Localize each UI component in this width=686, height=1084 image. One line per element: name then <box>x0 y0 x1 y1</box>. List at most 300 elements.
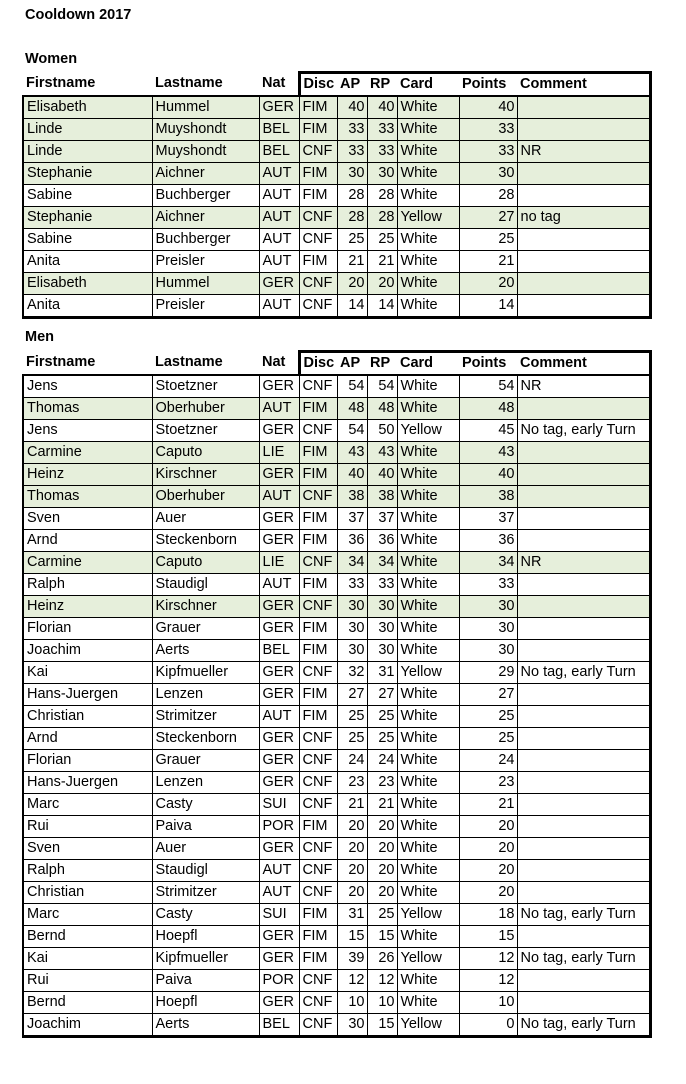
cell-nat: AUT <box>259 251 299 273</box>
cell-ap: 23 <box>337 772 367 794</box>
cell-points: 36 <box>459 530 517 552</box>
cell-disc: CNF <box>299 882 337 904</box>
cell-disc: CNF <box>299 1014 337 1037</box>
cell-ap: 54 <box>337 420 367 442</box>
cell-points: 20 <box>459 273 517 295</box>
cell-ap: 10 <box>337 992 367 1014</box>
cell-rp: 30 <box>367 163 397 185</box>
table-row <box>23 207 650 229</box>
cell-firstname: Linde <box>23 141 152 163</box>
cell-ap: 38 <box>337 486 367 508</box>
cell-points: 12 <box>459 948 517 970</box>
cell-card: Yellow <box>397 207 459 229</box>
cell-lastname: Steckenborn <box>152 530 259 552</box>
cell-comment <box>517 442 650 464</box>
cell-nat: GER <box>259 838 299 860</box>
cell-card: White <box>397 970 459 992</box>
cell-nat: SUI <box>259 794 299 816</box>
cell-firstname: Bernd <box>23 992 152 1014</box>
cell-nat: BEL <box>259 119 299 141</box>
cell-points: 30 <box>459 640 517 662</box>
cell-comment <box>517 926 650 948</box>
cell-points: 0 <box>459 1014 517 1037</box>
cell-rp: 30 <box>367 618 397 640</box>
cell-nat: GER <box>259 948 299 970</box>
cell-nat: GER <box>259 273 299 295</box>
cell-comment <box>517 860 650 882</box>
cell-ap: 20 <box>337 860 367 882</box>
cell-rp: 25 <box>367 904 397 926</box>
cell-disc: CNF <box>299 486 337 508</box>
cell-rp: 40 <box>367 464 397 486</box>
cell-rp: 20 <box>367 860 397 882</box>
cell-points: 21 <box>459 794 517 816</box>
cell-lastname: Kirschner <box>152 596 259 618</box>
cell-nat: GER <box>259 728 299 750</box>
cell-firstname: Stephanie <box>23 163 152 185</box>
table-row <box>23 838 650 860</box>
table-row <box>23 398 650 420</box>
table-row <box>23 904 650 926</box>
cell-rp: 24 <box>367 750 397 772</box>
table-row <box>23 992 650 1014</box>
table-row <box>23 772 650 794</box>
cell-firstname: Sabine <box>23 185 152 207</box>
cell-firstname: Marc <box>23 904 152 926</box>
cell-points: 40 <box>459 96 517 119</box>
cell-disc: FIM <box>299 442 337 464</box>
cell-nat: AUT <box>259 295 299 318</box>
cell-firstname: Rui <box>23 970 152 992</box>
cell-rp: 54 <box>367 375 397 398</box>
cell-lastname: Buchberger <box>152 185 259 207</box>
cell-points: 15 <box>459 926 517 948</box>
column-header-points: Points <box>459 73 517 97</box>
cell-ap: 43 <box>337 442 367 464</box>
cell-firstname: Hans-Juergen <box>23 772 152 794</box>
cell-disc: FIM <box>299 163 337 185</box>
cell-comment <box>517 728 650 750</box>
table-row <box>23 508 650 530</box>
cell-firstname: Joachim <box>23 640 152 662</box>
cell-rp: 20 <box>367 882 397 904</box>
cell-card: White <box>397 706 459 728</box>
cell-points: 33 <box>459 119 517 141</box>
cell-rp: 20 <box>367 273 397 295</box>
cell-ap: 30 <box>337 640 367 662</box>
column-header-firstname: Firstname <box>26 75 96 92</box>
cell-lastname: Grauer <box>152 618 259 640</box>
cell-ap: 28 <box>337 185 367 207</box>
cell-lastname: Muyshondt <box>152 141 259 163</box>
cell-rp: 20 <box>367 838 397 860</box>
table-row <box>23 1014 650 1037</box>
cell-card: Yellow <box>397 1014 459 1037</box>
cell-ap: 40 <box>337 96 367 119</box>
cell-ap: 27 <box>337 684 367 706</box>
cell-nat: GER <box>259 662 299 684</box>
cell-lastname: Hummel <box>152 273 259 295</box>
cell-points: 30 <box>459 618 517 640</box>
table-row <box>23 728 650 750</box>
cell-lastname: Hoepfl <box>152 926 259 948</box>
cell-comment <box>517 772 650 794</box>
cell-points: 30 <box>459 596 517 618</box>
cell-firstname: Rui <box>23 816 152 838</box>
cell-card: White <box>397 596 459 618</box>
cell-firstname: Jens <box>23 420 152 442</box>
cell-ap: 54 <box>337 375 367 398</box>
cell-card: White <box>397 398 459 420</box>
cell-ap: 20 <box>337 838 367 860</box>
cell-ap: 15 <box>337 926 367 948</box>
cell-ap: 40 <box>337 464 367 486</box>
cell-rp: 25 <box>367 706 397 728</box>
cell-disc: CNF <box>299 838 337 860</box>
cell-lastname: Oberhuber <box>152 486 259 508</box>
cell-comment <box>517 251 650 273</box>
cell-disc: FIM <box>299 398 337 420</box>
cell-firstname: Ralph <box>23 574 152 596</box>
cell-rp: 28 <box>367 185 397 207</box>
cell-lastname: Staudigl <box>152 574 259 596</box>
cell-card: White <box>397 442 459 464</box>
table-row <box>23 530 650 552</box>
cell-nat: GER <box>259 684 299 706</box>
page-title: Cooldown 2017 <box>25 7 132 23</box>
table-row <box>23 442 650 464</box>
cell-rp: 30 <box>367 640 397 662</box>
cell-rp: 15 <box>367 926 397 948</box>
cell-lastname: Muyshondt <box>152 119 259 141</box>
cell-rp: 50 <box>367 420 397 442</box>
cell-points: 43 <box>459 442 517 464</box>
cell-card: White <box>397 794 459 816</box>
cell-lastname: Preisler <box>152 295 259 318</box>
cell-lastname: Buchberger <box>152 229 259 251</box>
column-header-nat: Nat <box>262 354 286 371</box>
table-row <box>23 96 650 119</box>
cell-rp: 43 <box>367 442 397 464</box>
cell-card: White <box>397 882 459 904</box>
cell-disc: FIM <box>299 530 337 552</box>
cell-card: White <box>397 816 459 838</box>
cell-disc: FIM <box>299 251 337 273</box>
cell-ap: 30 <box>337 618 367 640</box>
header-row <box>23 73 650 97</box>
header-row <box>23 352 650 376</box>
cell-nat: GER <box>259 420 299 442</box>
table-row <box>23 119 650 141</box>
cell-lastname: Lenzen <box>152 684 259 706</box>
table-row <box>23 163 650 185</box>
cell-firstname: Christian <box>23 706 152 728</box>
cell-nat: AUT <box>259 882 299 904</box>
cell-disc: CNF <box>299 772 337 794</box>
cell-rp: 34 <box>367 552 397 574</box>
cell-rp: 21 <box>367 251 397 273</box>
cell-nat: AUT <box>259 706 299 728</box>
cell-ap: 14 <box>337 295 367 318</box>
cell-nat: POR <box>259 816 299 838</box>
cell-lastname: Hummel <box>152 96 259 119</box>
cell-points: 20 <box>459 860 517 882</box>
cell-comment <box>517 163 650 185</box>
cell-disc: CNF <box>299 207 337 229</box>
men-results-table <box>22 350 652 1038</box>
cell-nat: GER <box>259 508 299 530</box>
cell-ap: 20 <box>337 816 367 838</box>
cell-card: Yellow <box>397 420 459 442</box>
cell-card: White <box>397 574 459 596</box>
cell-lastname: Casty <box>152 794 259 816</box>
cell-rp: 21 <box>367 794 397 816</box>
cell-disc: FIM <box>299 464 337 486</box>
table-row <box>23 970 650 992</box>
cell-card: White <box>397 375 459 398</box>
cell-disc: CNF <box>299 141 337 163</box>
cell-disc: CNF <box>299 970 337 992</box>
cell-disc: CNF <box>299 273 337 295</box>
cell-firstname: Christian <box>23 882 152 904</box>
table-row <box>23 141 650 163</box>
cell-card: White <box>397 295 459 318</box>
cell-disc: FIM <box>299 926 337 948</box>
cell-rp: 37 <box>367 508 397 530</box>
table-row <box>23 375 650 398</box>
cell-ap: 33 <box>337 119 367 141</box>
cell-ap: 12 <box>337 970 367 992</box>
cell-comment: No tag, early Turn <box>517 904 650 926</box>
column-header-disc: Disc <box>299 73 337 97</box>
cell-card: White <box>397 273 459 295</box>
column-header-ap: AP <box>337 352 367 376</box>
men-section-label: Men <box>25 329 54 345</box>
cell-lastname: Aerts <box>152 640 259 662</box>
cell-card: White <box>397 119 459 141</box>
cell-points: 23 <box>459 772 517 794</box>
cell-nat: GER <box>259 96 299 119</box>
cell-comment <box>517 970 650 992</box>
cell-lastname: Auer <box>152 838 259 860</box>
cell-comment <box>517 574 650 596</box>
cell-points: 14 <box>459 295 517 318</box>
cell-points: 25 <box>459 706 517 728</box>
cell-lastname: Hoepfl <box>152 992 259 1014</box>
table-row <box>23 640 650 662</box>
cell-nat: LIE <box>259 552 299 574</box>
table-row <box>23 706 650 728</box>
cell-firstname: Heinz <box>23 596 152 618</box>
cell-lastname: Casty <box>152 904 259 926</box>
cell-lastname: Steckenborn <box>152 728 259 750</box>
cell-firstname: Arnd <box>23 530 152 552</box>
cell-disc: FIM <box>299 948 337 970</box>
cell-firstname: Kai <box>23 662 152 684</box>
cell-comment <box>517 464 650 486</box>
cell-disc: CNF <box>299 229 337 251</box>
cell-firstname: Sven <box>23 838 152 860</box>
cell-comment: NR <box>517 141 650 163</box>
cell-disc: FIM <box>299 706 337 728</box>
cell-ap: 32 <box>337 662 367 684</box>
cell-firstname: Heinz <box>23 464 152 486</box>
cell-firstname: Thomas <box>23 398 152 420</box>
cell-firstname: Stephanie <box>23 207 152 229</box>
cell-lastname: Lenzen <box>152 772 259 794</box>
cell-firstname: Anita <box>23 251 152 273</box>
cell-comment <box>517 530 650 552</box>
cell-points: 30 <box>459 163 517 185</box>
cell-comment <box>517 486 650 508</box>
column-header-nat: Nat <box>262 75 286 92</box>
cell-comment: No tag, early Turn <box>517 948 650 970</box>
cell-comment: no tag <box>517 207 650 229</box>
cell-nat: GER <box>259 530 299 552</box>
cell-firstname: Bernd <box>23 926 152 948</box>
women-results-table <box>22 71 652 319</box>
cell-nat: LIE <box>259 442 299 464</box>
cell-disc: CNF <box>299 420 337 442</box>
cell-comment <box>517 119 650 141</box>
cell-disc: FIM <box>299 904 337 926</box>
cell-firstname: Florian <box>23 618 152 640</box>
cell-ap: 21 <box>337 251 367 273</box>
cell-firstname: Ralph <box>23 860 152 882</box>
cell-points: 28 <box>459 185 517 207</box>
cell-lastname: Stoetzner <box>152 375 259 398</box>
cell-disc: CNF <box>299 728 337 750</box>
cell-ap: 30 <box>337 1014 367 1037</box>
cell-points: 27 <box>459 684 517 706</box>
table-row <box>23 552 650 574</box>
cell-firstname: Kai <box>23 948 152 970</box>
cell-card: White <box>397 552 459 574</box>
cell-disc: CNF <box>299 860 337 882</box>
table-row <box>23 816 650 838</box>
cell-points: 10 <box>459 992 517 1014</box>
cell-disc: FIM <box>299 96 337 119</box>
cell-rp: 10 <box>367 992 397 1014</box>
cell-nat: AUT <box>259 185 299 207</box>
table-row <box>23 882 650 904</box>
cell-points: 20 <box>459 882 517 904</box>
cell-disc: CNF <box>299 552 337 574</box>
cell-card: White <box>397 618 459 640</box>
cell-nat: BEL <box>259 640 299 662</box>
cell-points: 25 <box>459 229 517 251</box>
cell-points: 45 <box>459 420 517 442</box>
cell-comment <box>517 992 650 1014</box>
column-header-firstname: Firstname <box>26 354 96 371</box>
cell-card: White <box>397 992 459 1014</box>
cell-disc: FIM <box>299 119 337 141</box>
cell-firstname: Hans-Juergen <box>23 684 152 706</box>
cell-disc: FIM <box>299 508 337 530</box>
table-row <box>23 574 650 596</box>
cell-nat: GER <box>259 464 299 486</box>
column-header-lastname: Lastname <box>155 354 223 371</box>
table-row <box>23 618 650 640</box>
cell-ap: 30 <box>337 596 367 618</box>
cell-nat: AUT <box>259 486 299 508</box>
cell-comment <box>517 596 650 618</box>
cell-lastname: Kipfmueller <box>152 662 259 684</box>
cell-comment <box>517 618 650 640</box>
cell-nat: GER <box>259 926 299 948</box>
cell-lastname: Paiva <box>152 970 259 992</box>
cell-points: 20 <box>459 816 517 838</box>
table-row <box>23 662 650 684</box>
cell-disc: CNF <box>299 295 337 318</box>
cell-firstname: Elisabeth <box>23 273 152 295</box>
cell-firstname: Sabine <box>23 229 152 251</box>
cell-rp: 23 <box>367 772 397 794</box>
cell-lastname: Paiva <box>152 816 259 838</box>
table-row <box>23 464 650 486</box>
cell-nat: GER <box>259 596 299 618</box>
cell-ap: 48 <box>337 398 367 420</box>
cell-lastname: Kipfmueller <box>152 948 259 970</box>
cell-nat: GER <box>259 618 299 640</box>
cell-comment <box>517 794 650 816</box>
cell-nat: AUT <box>259 398 299 420</box>
cell-firstname: Marc <box>23 794 152 816</box>
cell-card: White <box>397 684 459 706</box>
table-row <box>23 684 650 706</box>
cell-card: White <box>397 141 459 163</box>
cell-card: White <box>397 486 459 508</box>
cell-card: White <box>397 96 459 119</box>
table-row <box>23 794 650 816</box>
cell-disc: FIM <box>299 618 337 640</box>
cell-lastname: Strimitzer <box>152 882 259 904</box>
cell-comment <box>517 273 650 295</box>
cell-nat: AUT <box>259 207 299 229</box>
cell-nat: SUI <box>259 904 299 926</box>
cell-points: 29 <box>459 662 517 684</box>
cell-lastname: Aichner <box>152 207 259 229</box>
cell-rp: 48 <box>367 398 397 420</box>
cell-rp: 12 <box>367 970 397 992</box>
table-row <box>23 295 650 318</box>
cell-rp: 25 <box>367 229 397 251</box>
column-header-lastname: Lastname <box>155 75 223 92</box>
cell-disc: FIM <box>299 185 337 207</box>
cell-points: 34 <box>459 552 517 574</box>
cell-points: 38 <box>459 486 517 508</box>
cell-nat: AUT <box>259 860 299 882</box>
column-header-rp: RP <box>367 73 397 97</box>
cell-nat: GER <box>259 772 299 794</box>
cell-card: White <box>397 838 459 860</box>
cell-ap: 24 <box>337 750 367 772</box>
cell-disc: CNF <box>299 992 337 1014</box>
cell-lastname: Auer <box>152 508 259 530</box>
cell-disc: FIM <box>299 816 337 838</box>
column-header-card: Card <box>397 73 459 97</box>
cell-rp: 36 <box>367 530 397 552</box>
cell-disc: FIM <box>299 684 337 706</box>
cell-firstname: Florian <box>23 750 152 772</box>
cell-comment <box>517 96 650 119</box>
table-row <box>23 229 650 251</box>
table-row <box>23 273 650 295</box>
cell-card: White <box>397 772 459 794</box>
cell-card: White <box>397 229 459 251</box>
cell-rp: 30 <box>367 596 397 618</box>
cell-lastname: Caputo <box>152 552 259 574</box>
